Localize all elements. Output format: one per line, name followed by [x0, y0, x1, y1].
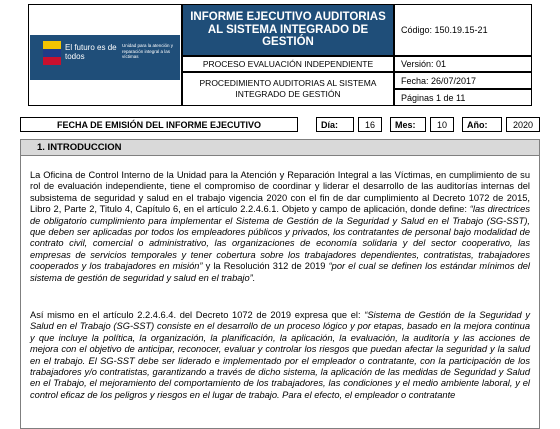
month-value: 10 [430, 117, 454, 132]
document-date: Fecha: 26/07/2017 [394, 72, 532, 89]
intro-paragraph-1 [30, 170, 530, 284]
year-label: Año: [462, 117, 502, 132]
p2-quote: “Sistema de Gestión de la Seguridad y Salud en el Trabajo (SG-SST) consiste en el desarrollo de un proceso lógico y por etapas, basado en la mejora continua y que incluye la política, la organización, la planificación, la aplicación, la evaluación, la auditoría y las acciones de mejora con el objetivo de anticipar, reconocer, evaluar y controlar los riesgos que puedan afectar la seguridad y la salud en el trabajo. El SG-SST debe ser liderado e implementado por el empleador o contratante, con la participación de los trabajadores y/o contratistas, garantizando a través de dicho sistema, la aplicación de las medidas de Seguridad y Salud en el Trabajo, el mejoramiento del comportamiento de los trabajadores, las condiciones y el medio ambiente laboral, y el control eficaz de los peligros y riesgos en el lugar de trabajo. Para el efecto, el empleador o contratante [30, 310, 531, 400]
p1-quote: “las directrices de obligatorio cumplimiento para implementar el Sistema de Gestión de la Seguridad y Salud en el Trabajo (SG-SST), que deben ser aplicadas por todos los empleadores públicos y privados, los contratantes de personal bajo modalidad de contrato civil, comercial o administrativo, las organizaciones de economía solidaria y del sector cooperativo, las empresas de servicios temporales y tener cobertura sobre los trabajadores dependientes, contratistas, trabajadores cooperados y los trabajadores en misión” [30, 204, 530, 272]
document-version: Versión: 01 [394, 56, 532, 72]
p1-run: La Oficina de Control Interno de la Unidad para la Atención y Reparación Integral a las Víctimas, en cumplimiento de su rol de evaluación independiente, tiene el compromiso de coordinar y liderar el desarrollo de las auditorías internas del subsistema de seguridad y salud en el trabajo vigencia 2020 con el fin de dar cumplimiento al Decreto 1072 de 2015, Libro 2, Parte 2, Titulo 4, Capítulo 6, en el artículo 2.2.4.6.1. Objeto y campo de aplicación, donde define: [30, 170, 530, 215]
intro-paragraph-2 [30, 310, 530, 401]
month-label: Mes: [390, 117, 426, 132]
section-heading: 1. INTRODUCCION [20, 139, 540, 156]
process-name: PROCESO EVALUACIÓN INDEPENDIENTE [182, 56, 394, 72]
page-count: Páginas 1 de 11 [394, 89, 532, 106]
p1-run: y la Resolución 312 de 2019 [202, 261, 329, 272]
emission-date-label: FECHA DE EMISIÓN DEL INFORME EJECUTIVO [20, 117, 298, 132]
year-value: 2020 [506, 117, 540, 132]
report-title: INFORME EJECUTIVO AUDITORIAS AL SISTEMA INTEGRADO DE GESTIÓN [182, 4, 394, 56]
p1-quote: “por el cual se definen los estándar mínimos del sistema de gestión de seguridad y salud en el trabajo”. [30, 261, 530, 283]
day-value: 16 [358, 117, 382, 132]
p2-run: Así mismo en el artículo 2.2.4.6.4. del Decreto 1072 de 2019 expresa que el: [30, 310, 365, 320]
logo-slogan: El futuro es de todos [65, 43, 117, 61]
procedure-name: PROCEDIMIENTO AUDITORIAS AL SISTEMA INTEGRADO DE GESTIÓN [182, 72, 394, 106]
colombia-shield-icon [43, 41, 61, 65]
logo-entity-name: Unidad para la atención y reparación integral a las víctimas [122, 43, 174, 59]
logo-cell [28, 4, 182, 106]
day-label: Día: [316, 117, 354, 132]
document-code: Código: 150.19.15-21 [394, 4, 532, 56]
